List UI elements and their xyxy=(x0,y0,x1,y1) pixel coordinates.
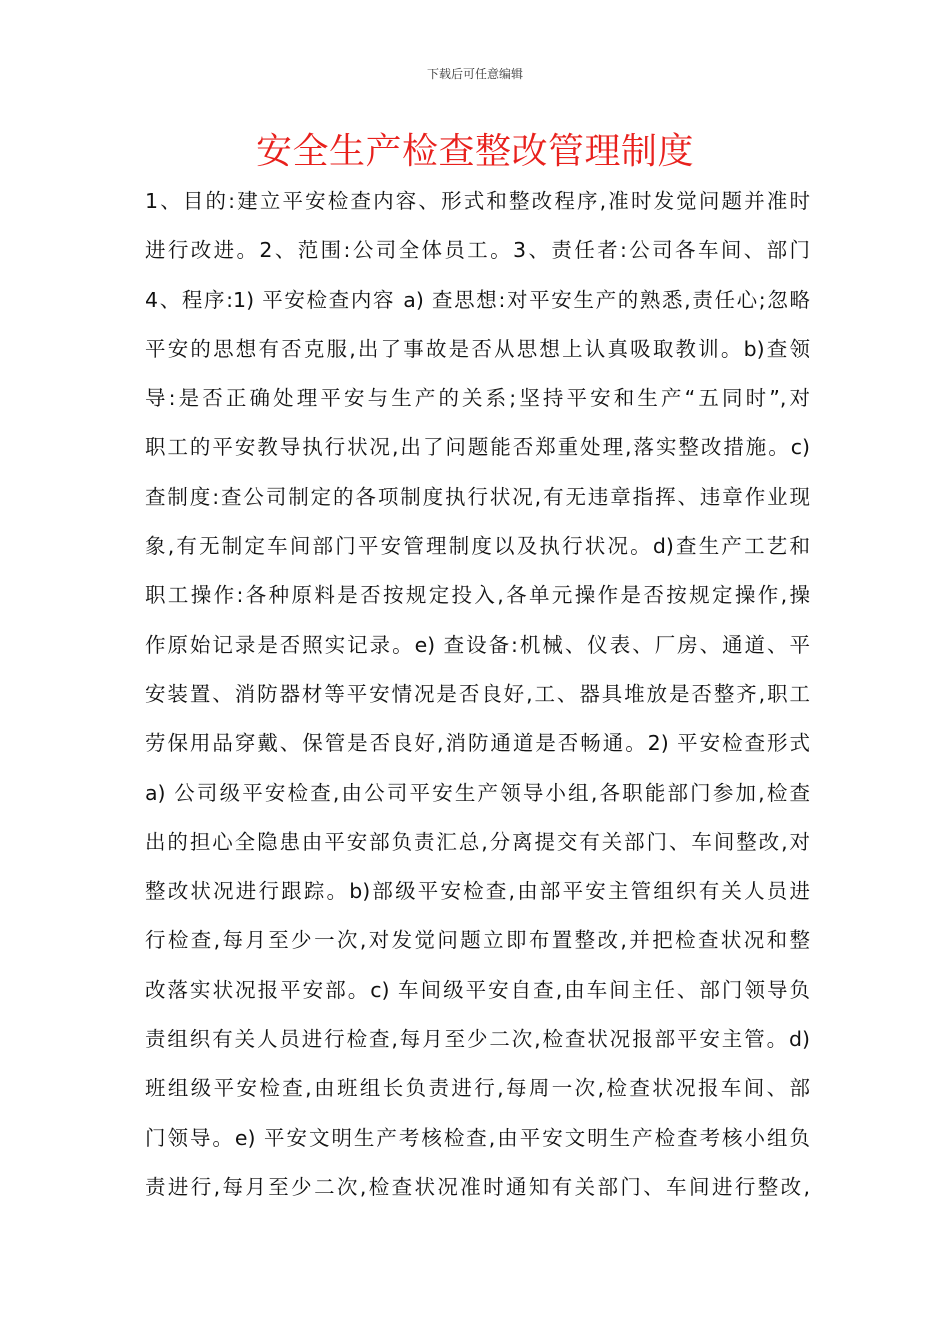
paragraph-line: 责进行,每月至少二次,检查状况准时通知有关部门、车间进行整改, xyxy=(145,1174,810,1199)
paragraph-line: 职工的平安教导执行状况,出了问题能否郑重处理,落实整改措施。c) xyxy=(145,435,810,460)
paragraph-line: 进行改进。2、范围:公司全体员工。3、责任者:公司各车间、部门 xyxy=(145,238,810,263)
paragraph-line: 劳保用品穿戴、保管是否良好,消防通道是否畅通。2) 平安检查形式 xyxy=(145,731,810,756)
paragraph-line: 4、程序:1) 平安检查内容 a) 查思想:对平安生产的熟悉,责任心;忽略 xyxy=(145,287,810,312)
paragraph-line: 导:是否正确处理平安与生产的关系;坚持平安和生产“五同时”,对 xyxy=(145,386,810,411)
paragraph-line: 象,有无制定车间部门平安管理制度以及执行状况。d)查生产工艺和 xyxy=(145,534,810,559)
paragraph-line: 查制度:查公司制定的各项制度执行状况,有无违章指挥、违章作业现 xyxy=(145,484,810,509)
document-title: 安全生产检查整改管理制度 xyxy=(255,131,694,172)
document-body xyxy=(145,177,810,1212)
paragraph-line: 职工操作:各种原料是否按规定投入,各单元操作是否按规定操作,操 xyxy=(145,583,810,608)
paragraph-line: 班组级平安检查,由班组长负责进行,每周一次,检查状况报车间、部 xyxy=(145,1076,810,1101)
paragraph-line: 门领导。e) 平安文明生产考核检查,由平安文明生产检查考核小组负 xyxy=(145,1125,810,1150)
paragraph-line: a) 公司级平安检查,由公司平安生产领导小组,各职能部门参加,检查 xyxy=(145,780,810,805)
paragraph-line: 整改状况进行跟踪。b)部级平安检查,由部平安主管组织有关人员进 xyxy=(145,879,810,904)
header-note: 下载后可任意编辑 xyxy=(426,67,523,81)
paragraph-line: 责组织有关人员进行检查,每月至少二次,检查状况报部平安主管。d) xyxy=(145,1027,810,1052)
paragraph-line: 出的担心全隐患由平安部负责汇总,分离提交有关部门、车间整改,对 xyxy=(145,829,810,854)
paragraph-line: 作原始记录是否照实记录。e) 查设备:机械、仪表、厂房、通道、平 xyxy=(145,632,810,657)
paragraph-line: 平安的思想有否克服,出了事故是否从思想上认真吸取教训。b)查领 xyxy=(145,336,810,361)
paragraph-line: 安装置、消防器材等平安情况是否良好,工、器具堆放是否整齐,职工 xyxy=(145,681,810,706)
paragraph-line: 行检查,每月至少一次,对发觉问题立即布置整改,并把检查状况和整 xyxy=(145,928,810,953)
paragraph-line: 1、目的:建立平安检查内容、形式和整改程序,准时发觉问题并准时 xyxy=(145,189,810,213)
paragraph-line: 改落实状况报平安部。c) 车间级平安自查,由车间主任、部门领导负 xyxy=(145,977,810,1002)
